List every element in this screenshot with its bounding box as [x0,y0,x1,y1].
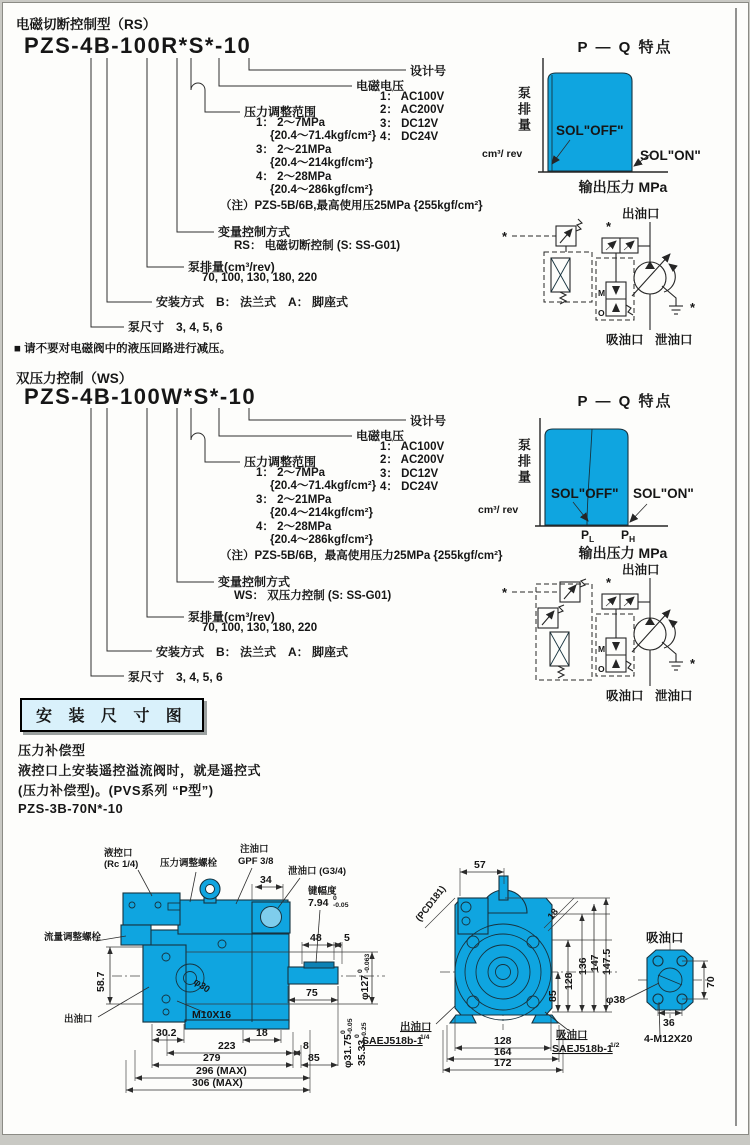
dim-label: 8 [303,1040,309,1052]
port-label: 注油口 [240,844,269,855]
install-line: 液控口上安装遥控溢流阀时，就是遥控式 [18,763,262,778]
dim-label: 36 [663,1017,675,1029]
rs-pressure-label: 压力调整范围 [244,105,317,119]
pq-rs-y-unit: cm³/ rev [482,148,523,160]
dim-label: 34 [260,874,272,886]
dim-label: 75 [306,987,318,999]
dim-label: 7.94 [308,897,329,909]
rs-displacement-value: 70, 100, 130, 180, 220 [202,272,318,284]
dim-label: M10X16 [192,1009,232,1021]
hydraulic-circuit-rs [502,206,696,347]
dim-label: 85 [308,1052,320,1064]
asterisk: * [502,585,508,600]
dim-label: φ30 [191,976,212,996]
pq-ws-y-label: 泵排量 [516,438,531,486]
port-label: 出油口 [400,1021,432,1033]
option: {20.4～286kgf/cm²} [270,534,373,547]
option: {20.4～286kgf/cm²} [270,184,373,197]
rs-control-label: 变量控制方式 [218,225,291,239]
rs-control-value: RS： 电磁切断控制 (S: SS-G01) [234,240,401,252]
drain-port-label: 泄油口 [655,333,693,347]
outlet-port-label: 出油口 [622,563,660,577]
rs-pressure-options [256,117,376,197]
ws-displacement-value: 70, 100, 130, 180, 220 [202,622,318,634]
port-spec: SAEJ518b-1 [552,1043,613,1055]
port-spec-sup: 1/2 [610,1042,620,1049]
option: {20.4～214kgf/cm²} [270,507,373,520]
tolerance: -0.25 [361,1022,368,1038]
rs-displacement-label: 泵排量(cm³/rev) [188,260,275,274]
asterisk: * [690,656,696,671]
ws-pressure-label: 压力调整范围 [244,455,317,469]
option: 2： AC200V [380,454,445,467]
rs-model-code: PZS-4B-100R*S*-10 [24,33,252,58]
sol-off-label: SOL"OFF" [556,123,624,138]
rs-design-no-label: 设计号 [410,64,447,78]
tolerance: -0.05 [333,902,349,909]
port-spec: SAEJ518b-1 [362,1035,423,1047]
option: 4： 2～28MPa [256,170,332,183]
asterisk: * [502,229,508,244]
dim-label: 306 (MAX) [192,1077,243,1089]
dim-label: 70 [705,976,717,988]
pq-chart-rs [538,58,701,172]
rs-size: 泵尺寸 3, 4, 5, 6 [128,320,223,334]
suction-port-label: 吸油口 [606,689,644,703]
port-label: 液控口 [104,848,133,859]
suction-port-label: 吸油口 [606,333,644,347]
dim-label: 58.7 [95,971,107,992]
option: 2： AC200V [380,104,445,117]
pq-chart-ws [535,418,694,544]
option: 1： 2～7MPa [256,467,326,479]
port-spec-sup: 1/4 [420,1034,430,1041]
ws-displacement-label: 泵排量(cm³/rev) [188,610,275,624]
port-label: 吸油口 [556,1029,588,1041]
install-line: (压力补偿型)。(PVS系列 “P型”) [18,783,214,798]
tolerance: -0.05 [347,1018,354,1034]
drain-port-label: 泄油口 [655,689,693,703]
rs-caution-note: ■ 请不要对电磁阀中的液压回路进行减压。 [14,343,232,355]
option: 4： 2～28MPa [256,520,332,533]
ws-model-code: PZS-4B-100W*S*-10 [24,384,257,409]
tick-pl: P [581,528,590,542]
dim-label: 键幅度 [308,886,337,897]
valve-letter-m: M [598,644,606,654]
ws-voltage-options [380,441,444,495]
dim-label: 35.33 [356,1039,368,1066]
rs-voltage-label: 电磁电压 [356,79,405,93]
tolerance: -0.063 [364,953,371,973]
dim-label: 85 [547,990,559,1002]
pq-chart-ws-title: P — Q 特点 [577,393,673,410]
sol-on-label: SOL"ON" [640,148,701,163]
dim-label: 57 [474,859,486,871]
ws-pressure-note: （注）PZS-5B/6B，最高使用压力25MPa {255kgf/cm²} [220,550,503,562]
rs-section-title: 电磁切断控制型（RS） [16,17,157,32]
tick-pl-sub: L [589,534,595,544]
part-label: 压力调整螺栓 [160,858,218,869]
dim-label: 30.2 [156,1027,177,1039]
dim-label: 128 [563,972,575,990]
ws-control-value: WS： 双压力控制 (S: SS-G01) [234,590,392,602]
suction-port-title: 吸油口 [646,931,684,945]
option: 3： DC12V [380,467,439,480]
dim-label: 4-M12X20 [644,1033,693,1045]
install-model-code: PZS-3B-70N*-10 [18,801,124,816]
dim-label: 296 (MAX) [196,1065,247,1077]
dim-label: 18 [256,1027,268,1039]
ws-section-title: 双压力控制（WS） [16,371,133,386]
option: 3： DC12V [380,117,439,130]
dim-label: 5 [344,932,350,944]
option: 1： 2～7MPa [256,117,326,129]
rs-mounting: 安装方式 B： 法兰式 A： 脚座式 [156,295,349,309]
pq-ws-y-unit: cm³/ rev [478,504,519,516]
ws-control-label: 变量控制方式 [218,575,291,589]
dim-label: 164 [494,1046,512,1058]
hydraulic-circuit-ws [502,562,696,703]
tick-ph: P [621,528,630,542]
dim-label: 147.5 [601,948,613,975]
option: 3： 2～21MPa [256,493,332,506]
ws-voltage-label: 电磁电压 [356,429,405,443]
option: 4： DC24V [380,481,439,494]
option: 3： 2～21MPa [256,143,332,156]
install-section-banner: 安 装 尺 寸 图 [20,698,204,732]
pq-ws-x-label: 输出压力 MPa [578,545,668,561]
ws-design-no-label: 设计号 [410,414,447,428]
dim-label: 48 [310,932,322,944]
port-label: (Rc 1/4) [104,859,139,870]
port-label: GPF 3/8 [238,856,274,867]
tolerance: 0 [354,1034,361,1038]
port-label: 出油口 [64,1014,93,1025]
port-label: 泄油口 (G3/4) [288,866,347,877]
sol-on-label: SOL"ON" [633,486,694,501]
suction-flange-view [606,930,717,1045]
option: 1： AC100V [380,91,445,103]
ws-mounting: 安装方式 B： 法兰式 A： 脚座式 [156,645,349,659]
valve-letter-o: O [598,664,605,674]
dim-label: φ127 [359,974,371,1000]
outlet-port-label: 出油口 [622,207,660,221]
dim-label: 147 [589,954,601,972]
asterisk: * [690,300,696,315]
asterisk: * [606,219,612,234]
dim-label: (PCD181) [413,883,449,924]
dim-label: 136 [577,957,589,975]
sol-off-label: SOL"OFF" [551,486,619,501]
dim-label: 128 [494,1035,512,1047]
ws-pressure-options [256,467,376,547]
dim-label: φ31.75 [342,1034,354,1068]
ws-size: 泵尺寸 3, 4, 5, 6 [128,670,223,684]
dim-label: 18 [545,906,561,922]
pq-chart-rs-title: P — Q 特点 [577,39,673,56]
option: 1： AC100V [380,441,445,453]
tick-ph-sub: H [629,534,636,544]
rs-voltage-options [380,91,444,145]
valve-letter-m: M [598,288,606,298]
dim-label: φ38 [606,994,626,1006]
dim-label: 279 [203,1052,221,1064]
asterisk: * [606,575,612,590]
option: 4： DC24V [380,131,439,144]
rs-pressure-note: （注）PZS-5B/6B,最高使用压25MPa {255kgf/cm²} [220,200,483,212]
tolerance: 0 [357,969,364,973]
option: {20.4～214kgf/cm²} [270,157,373,170]
tolerance: 0 [333,895,337,902]
install-line: 压力补偿型 [18,743,86,758]
dim-label: 172 [494,1057,512,1069]
pq-rs-y-label: 泵排量 [516,86,531,134]
option: {20.4～71.4kgf/cm²} [270,480,377,493]
pq-rs-x-label: 输出压力 MPa [578,179,668,195]
option: {20.4～71.4kgf/cm²} [270,130,377,143]
part-label: 流量调整螺栓 [44,932,102,943]
dim-label: 223 [218,1040,236,1052]
tolerance: 0 [340,1030,347,1034]
valve-letter-o: O [598,308,605,318]
